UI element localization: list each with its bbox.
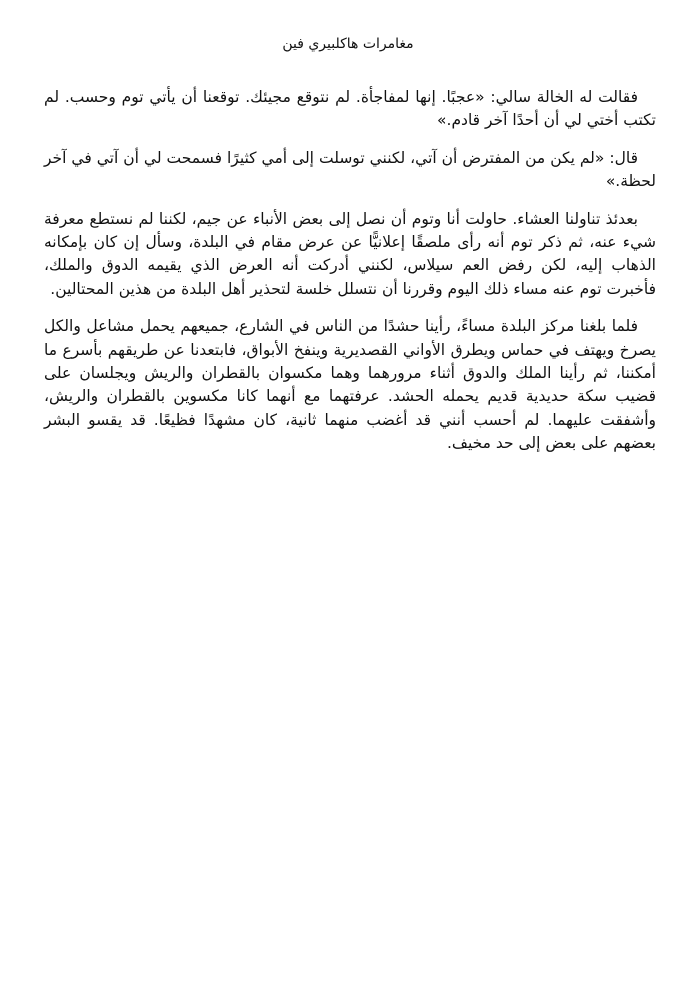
page-body	[44, 86, 656, 470]
paragraph-1: فقالت له الخالة سالي: «عجبًا. إنها لمفاجأة. لم نتوقع مجيئك. توقعنا أن يأتي توم وحسب. لم تكتب أختي لي أن أحدًا آخر قادم.»	[44, 88, 656, 130]
paragraph-4: فلما بلغنا مركز البلدة مساءً، رأينا حشدًا من الناس في الشارع، جميعهم يحمل مشاعل والكل يصرخ ويهتف في حماس ويطرق الأواني القصديرية وينفخ الأبواق، فابتعدنا عن طريقهم بأسرع ما أمكننا، ثم رأينا الملك والدوق أثناء مرورهما وهما مكسوان بالقطران والريش ويجلسان على قضيب سكة حديدية قديم يحمله الحشد. عرفتهما مع أنهما كانا مكسوين بالقطران والريش، وأشفقت عليهما. لم أحسب أنني قد أغضب منهما ثانية، كان مشهدًا فظيعًا. قد يقسو البشر بعضهم على بعض إلى حد مخيف.	[44, 317, 656, 453]
running-header: مغامرات هاكلبيري فين	[282, 36, 414, 52]
paragraph-3: بعدئذ تناولنا العشاء. حاولت أنا وتوم أن نصل إلى بعض الأنباء عن جيم، لكننا لم نستطع معرفة شيء عنه، ثم ذكر توم أنه رأى ملصقًا إعلانيًّا عن عرض مقام في البلدة، وسأل إن كان بإمكانه الذهاب إليه، لكن رفض العم سيلاس، لكنني أدركت أنه العرض الذي يقيمه الدوق والملك، فأخبرت توم عنه مساء ذلك اليوم وقررنا أن نتسلل خلسة لتحذير أهل البلدة من هذين المحتالين.	[44, 209, 656, 298]
paragraph-2: قال: «لم يكن من المفترض أن آتي، لكنني توسلت إلى أمي كثيرًا فسمحت لي أن آتي في آخر لحظة.»	[44, 148, 656, 191]
